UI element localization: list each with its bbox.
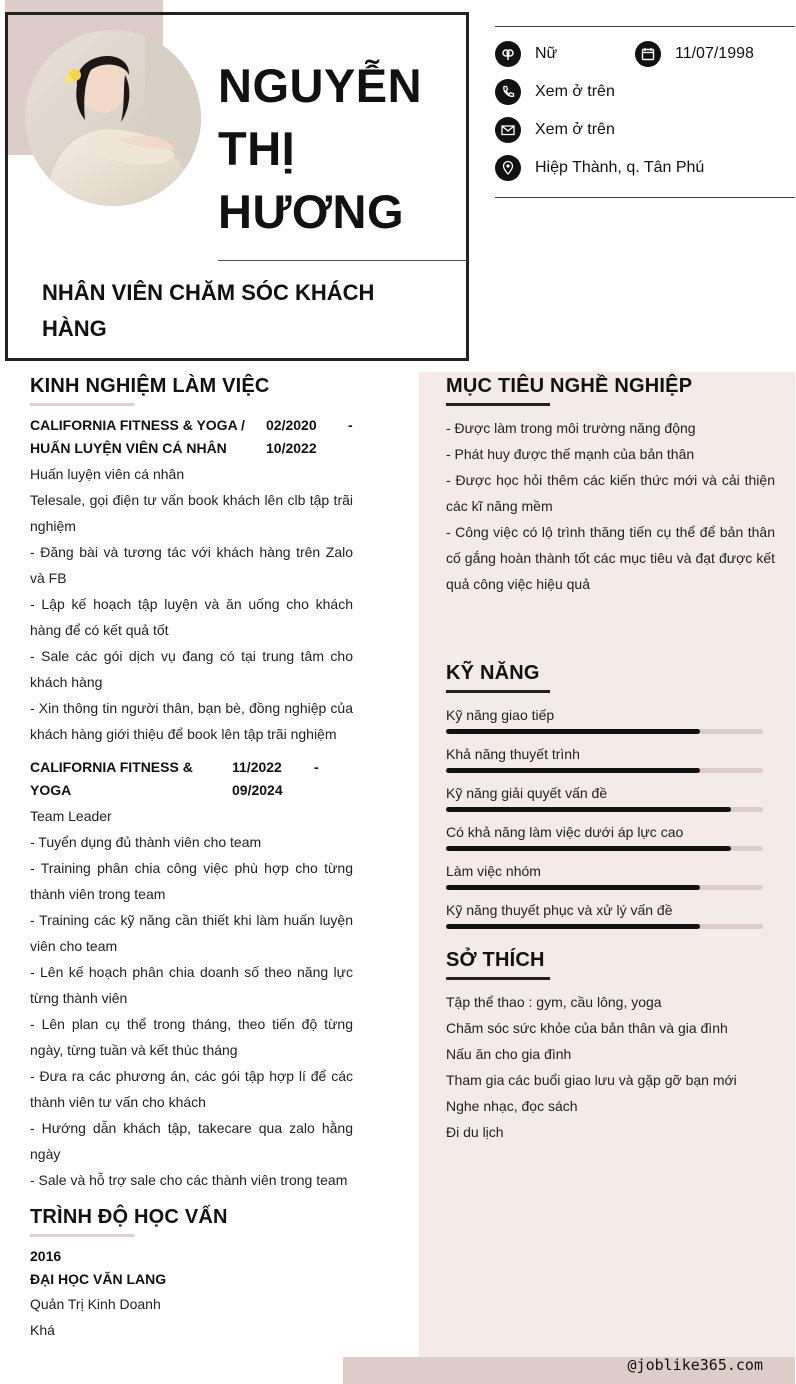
- hobby-item: Tập thể thao : gym, cầu lông, yoga: [446, 994, 662, 1010]
- job-line: - Training phân chia công việc phù hợp cho từng thành viên trong team: [30, 860, 353, 902]
- job-dates: [266, 414, 353, 460]
- skill-bar-track: [446, 846, 763, 851]
- experience-underline: [30, 403, 134, 406]
- skill-bar-fill: [446, 729, 700, 734]
- company-line: CALIFORNIA FITNESS & YOGA: [30, 759, 193, 798]
- job-line: - Sale các gói dịch vụ đang có tại trung tâm cho khách hàng: [30, 648, 353, 690]
- job-line: - Đưa ra các phương án, các gói tập hợp lí để các thành viên tư vấn cho khách: [30, 1068, 353, 1110]
- calendar-icon: [635, 41, 661, 67]
- contact-divider-top: [495, 26, 795, 27]
- experience-title: KINH NGHIỆM LÀM VIỆC: [30, 375, 270, 397]
- job-line: Huấn luyện viên cá nhân: [30, 466, 185, 482]
- job-header: [30, 414, 353, 460]
- skill-item: [446, 784, 763, 802]
- skill-bar-fill: [446, 885, 700, 890]
- job-company: [30, 414, 266, 460]
- job-end: 09/2024: [232, 782, 283, 798]
- skill-bar-fill: [446, 768, 700, 773]
- skill-label: Có khả năng làm việc dưới áp lực cao: [446, 824, 684, 840]
- contact-birthday: [635, 41, 754, 67]
- hobby-item: Nấu ăn cho gia đình: [446, 1046, 572, 1062]
- skill-bar-track: [446, 885, 763, 890]
- address-value: Hiệp Thành, q. Tân Phú: [535, 159, 705, 176]
- job-line: - Đăng bài và tương tác với khách hàng trên Zalo và FB: [30, 544, 353, 586]
- objective-underline: [446, 403, 550, 406]
- job-line: - Sale và hỗ trợ sale cho các thành viên trong team: [30, 1172, 348, 1188]
- skill-item: [446, 862, 763, 880]
- name-line: NGUYỄN: [218, 59, 423, 112]
- location-icon: [495, 155, 521, 181]
- name-divider: [218, 260, 466, 261]
- job-line: - Xin thông tin người thân, bạn bè, đồng nghiệp của khách hàng giới thiệu để book lên tập trãi nghiệm: [30, 700, 353, 742]
- job-header: [30, 756, 353, 802]
- job-line: - Training các kỹ năng cần thiết khi làm huấn luyện viên cho team: [30, 912, 353, 954]
- skill-bar-track: [446, 768, 763, 773]
- experience-job-1: [30, 414, 353, 747]
- skill-bar-track: [446, 924, 763, 929]
- job-dates: [232, 756, 353, 802]
- job-start: 11/2022: [232, 759, 282, 775]
- job-line: - Lên plan cụ thể trong tháng, theo tiến độ từng ngày, từng tuần và kết thúc tháng: [30, 1016, 353, 1058]
- skill-bar-fill: [446, 924, 700, 929]
- gender-value: Nữ: [535, 45, 558, 62]
- hobbies-list: [446, 989, 737, 1145]
- skill-label: Khả năng thuyết trình: [446, 746, 580, 762]
- contact-phone: [495, 79, 615, 105]
- job-end: 10/2022: [266, 440, 317, 456]
- email-icon: [495, 117, 521, 143]
- objective-text: [446, 415, 775, 597]
- job-line: Telesale, gọi điện tư vấn book khách lên clb tập trãi nghiệm: [30, 492, 353, 534]
- hobby-item: Chăm sóc sức khỏe của bản thân và gia đình: [446, 1020, 728, 1036]
- name-line: HƯƠNG: [218, 185, 405, 238]
- hobby-item: Nghe nhạc, đọc sách: [446, 1098, 578, 1114]
- gender-icon: [495, 41, 521, 67]
- hobby-item: Đi du lịch: [446, 1124, 504, 1140]
- job-line: - Hướng dẫn khách tập, takecare qua zalo hằng ngày: [30, 1120, 353, 1162]
- job-title: NHÂN VIÊN CHĂM SÓC KHÁCH HÀNG: [42, 280, 375, 341]
- contact-email: [495, 117, 615, 143]
- skill-item: [446, 706, 763, 724]
- skill-bar-fill: [446, 807, 731, 812]
- hobby-item: Tham gia các buổi giao lưu và gặp gỡ bạn mới: [446, 1072, 737, 1088]
- objective-line: - Phát huy được thế mạnh của bản thân: [446, 446, 695, 462]
- company-line: CALIFORNIA FITNESS & YOGA /: [30, 417, 245, 433]
- email-value: Xem ở trên: [535, 121, 615, 138]
- education-year: 2016: [30, 1248, 62, 1264]
- name-line: THỊ: [218, 122, 296, 175]
- footer-watermark: @joblike365.com: [627, 1356, 763, 1374]
- job-start: 02/2020: [266, 417, 317, 433]
- date-dash: -: [314, 759, 319, 775]
- candidate-name: [218, 54, 458, 243]
- objective-line: - Công việc có lộ trình thăng tiến cụ thể để bản thân cố gắng hoàn thành tốt các mục tiêu và đạt được kết quả công việc hiệu quả: [446, 524, 775, 592]
- education-grade: Khá: [30, 1322, 55, 1338]
- skill-bar-track: [446, 807, 763, 812]
- contact-gender: [495, 41, 557, 67]
- education-entry: [30, 1245, 353, 1343]
- skills-underline: [446, 690, 550, 693]
- contact-address: [495, 155, 704, 181]
- hobbies-underline: [446, 977, 550, 980]
- phone-icon: [495, 79, 521, 105]
- skill-item: [446, 823, 763, 841]
- objective-line: - Được làm trong môi trường năng động: [446, 420, 696, 436]
- job-line: - Lập kế hoạch tập luyện và ăn uống cho khách hàng để có kết quả tốt: [30, 596, 353, 638]
- skill-label: Kỹ năng giao tiếp: [446, 707, 555, 723]
- date-dash: -: [348, 417, 353, 433]
- education-school: ĐẠI HỌC VĂN LANG: [30, 1271, 167, 1287]
- objective-line: - Được học hỏi thêm các kiến thức mới và cải thiện các kĩ năng mềm: [446, 472, 775, 514]
- job-line: Team Leader: [30, 808, 112, 824]
- job-line: - Tuyển dụng đủ thành viên cho team: [30, 834, 262, 850]
- skill-bar-fill: [446, 846, 731, 851]
- skill-bar-track: [446, 729, 763, 734]
- skill-label: Kỹ năng thuyết phục và xử lý vấn đề: [446, 902, 673, 918]
- company-line: HUẤN LUYỆN VIÊN CÁ NHÂN: [30, 440, 227, 456]
- objective-title: MỤC TIÊU NGHỀ NGHIỆP: [446, 375, 693, 397]
- experience-job-2: [30, 756, 353, 1193]
- job-company: [30, 756, 232, 802]
- education-title: TRÌNH ĐỘ HỌC VẤN: [30, 1206, 228, 1228]
- birthday-value: 11/07/1998: [675, 45, 754, 62]
- job-line: - Lên kế hoạch phân chia doanh số theo năng lực từng thành viên: [30, 964, 353, 1006]
- skills-title: KỸ NĂNG: [446, 662, 540, 684]
- contact-divider-bottom: [495, 197, 795, 198]
- education-major: Quản Trị Kinh Doanh: [30, 1296, 161, 1312]
- skill-item: [446, 901, 763, 919]
- skill-item: [446, 745, 763, 763]
- avatar: [25, 30, 201, 206]
- phone-value: Xem ở trên: [535, 83, 615, 100]
- skill-label: Làm việc nhóm: [446, 863, 541, 879]
- skill-label: Kỹ năng giải quyết vấn đề: [446, 785, 608, 801]
- education-underline: [30, 1234, 134, 1237]
- hobbies-title: SỞ THÍCH: [446, 949, 545, 971]
